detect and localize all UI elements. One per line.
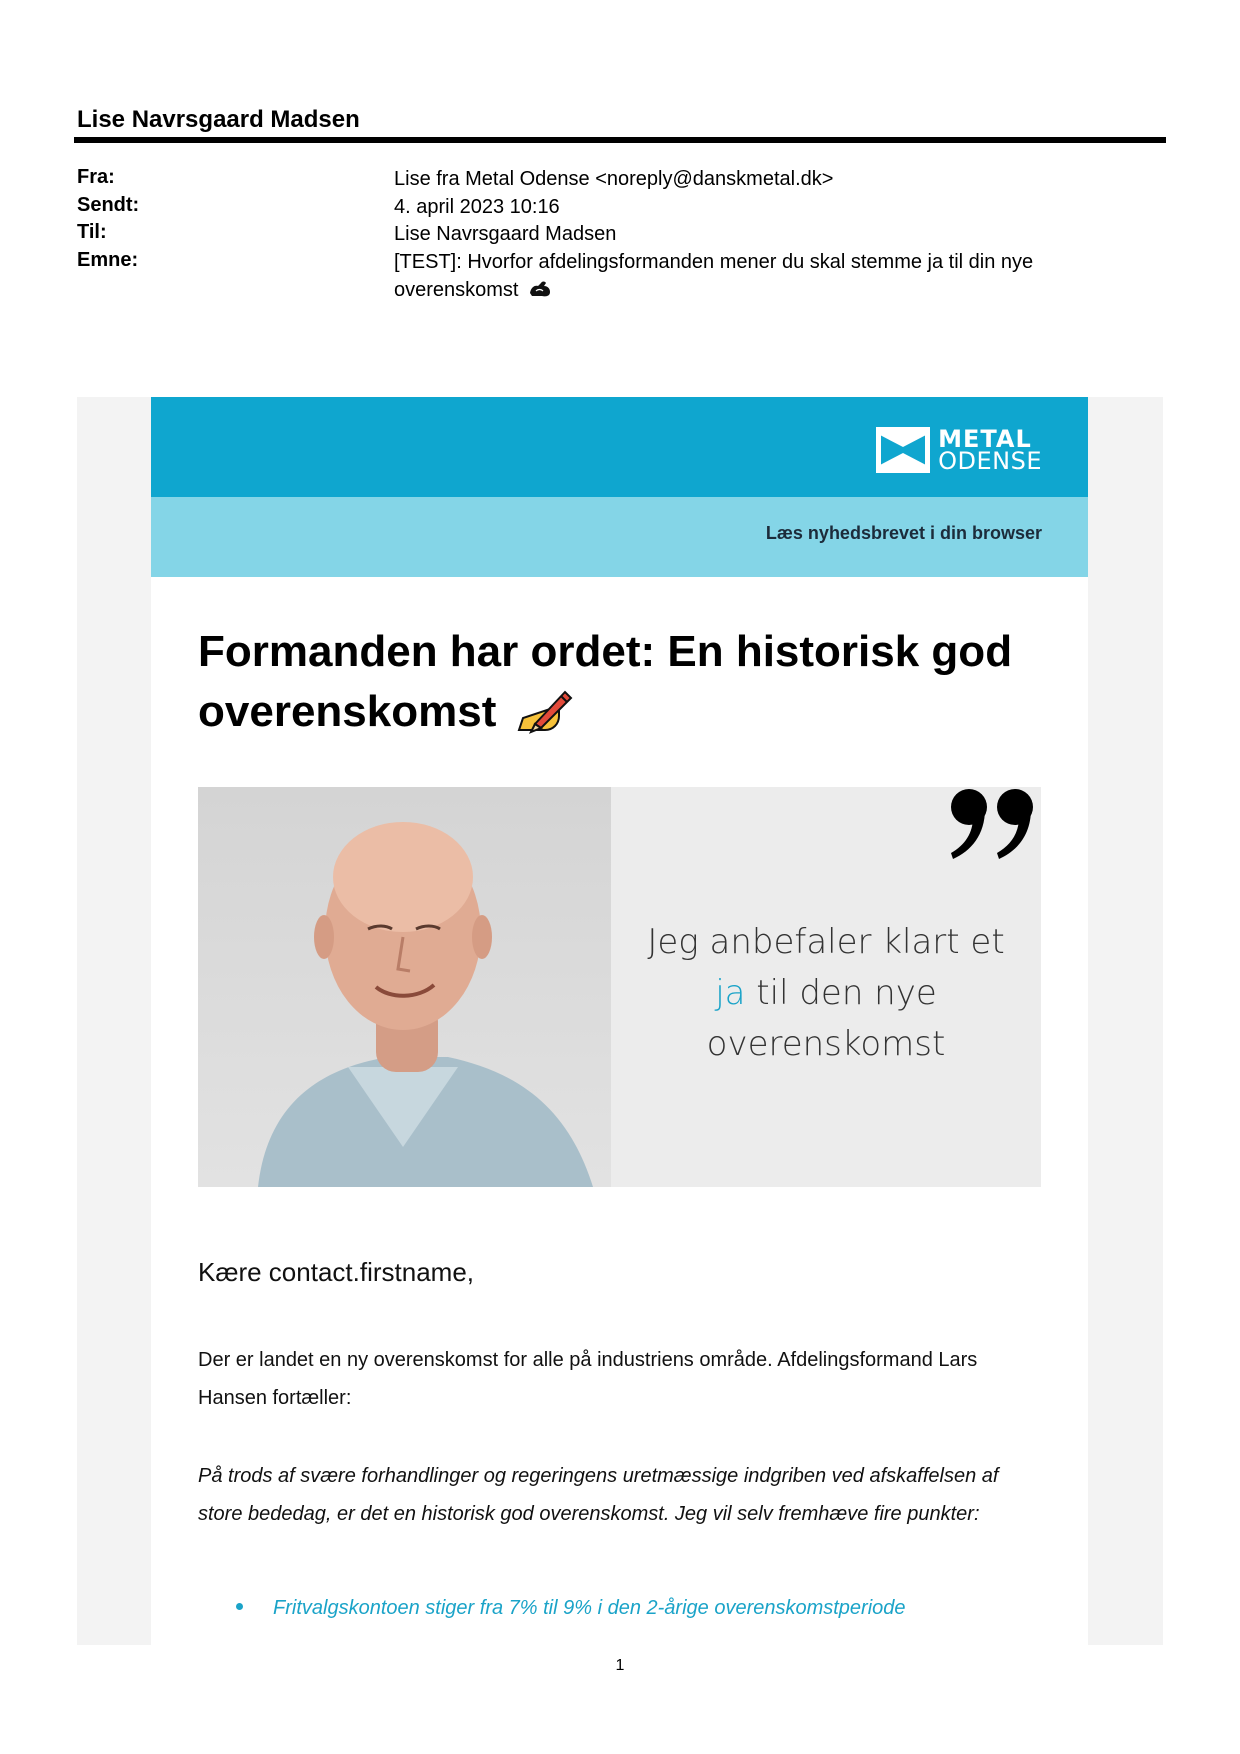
quote-paragraph: På trods af svære forhandlinger og regeringens uretmæssige indgriben ved afskaffelsen af store bededag, er det en historisk god overenskomst. Jeg vil selv fremhæve fire punkter: [198, 1465, 999, 1525]
sent-value: 4. april 2023 10:16 [394, 196, 560, 218]
list-item [236, 1597, 1036, 1620]
sent-label: Sendt: [77, 194, 140, 216]
headline-text: Formanden har ordet: En historisk god overenskomst [198, 627, 1013, 736]
list-item-text: Fritvalgskontoen stiger fra 7% til 9% i den 2-årige overenskomstperiode [273, 1597, 906, 1619]
portrait-photo [198, 787, 611, 1187]
subject-label: Emne: [77, 249, 139, 271]
to-label: Til: [77, 221, 107, 243]
document-owner-name: Lise Navrsgaard Madsen [77, 106, 360, 133]
quote-highlight: ja [715, 973, 746, 1013]
flexed-arm-icon [528, 279, 552, 299]
newsletter-headline [198, 622, 1018, 742]
subject-text: [TEST]: Hvorfor afdelingsformanden mener du skal stemme ja til din nye overenskomst [394, 251, 1034, 301]
newsletter-sub-band [151, 497, 1088, 577]
metal-odense-logo-mark-icon [876, 427, 930, 473]
from-label: Fra: [77, 166, 115, 188]
intro-paragraph: Der er landet en ny overenskomst for alle på industriens område. Afdelingsformand Lars Hansen fortæller: [198, 1349, 978, 1409]
quotation-mark-icon [949, 787, 1041, 861]
quote-panel [611, 787, 1041, 1187]
page-number: 1 [615, 1657, 625, 1674]
portrait-illustration [198, 787, 611, 1187]
hero-banner [198, 787, 1041, 1187]
quote-text [621, 917, 1031, 1070]
to-value: Lise Navrsgaard Madsen [394, 223, 617, 245]
header-divider [74, 137, 1166, 143]
logo-word-odense: ODENSE [938, 447, 1042, 475]
bullet-icon [236, 1603, 243, 1610]
newsletter-top-band [151, 397, 1088, 497]
greeting: Kære contact.firstname, [198, 1257, 474, 1287]
from-value: Lise fra Metal Odense <noreply@danskmetal.dk> [394, 168, 834, 190]
quote-part-1: Jeg anbefaler klart et [647, 922, 1005, 962]
quote-part-2: til den nye overenskomst [706, 973, 946, 1064]
newsletter-body [151, 397, 1088, 1645]
writing-hand-icon [515, 684, 573, 736]
metal-odense-logo [876, 427, 1042, 473]
subject-value [394, 248, 1094, 304]
logo-word-metal: METAL [938, 425, 1032, 453]
view-in-browser-link[interactable]: Læs nyhedsbrevet i din browser [765, 523, 1042, 543]
